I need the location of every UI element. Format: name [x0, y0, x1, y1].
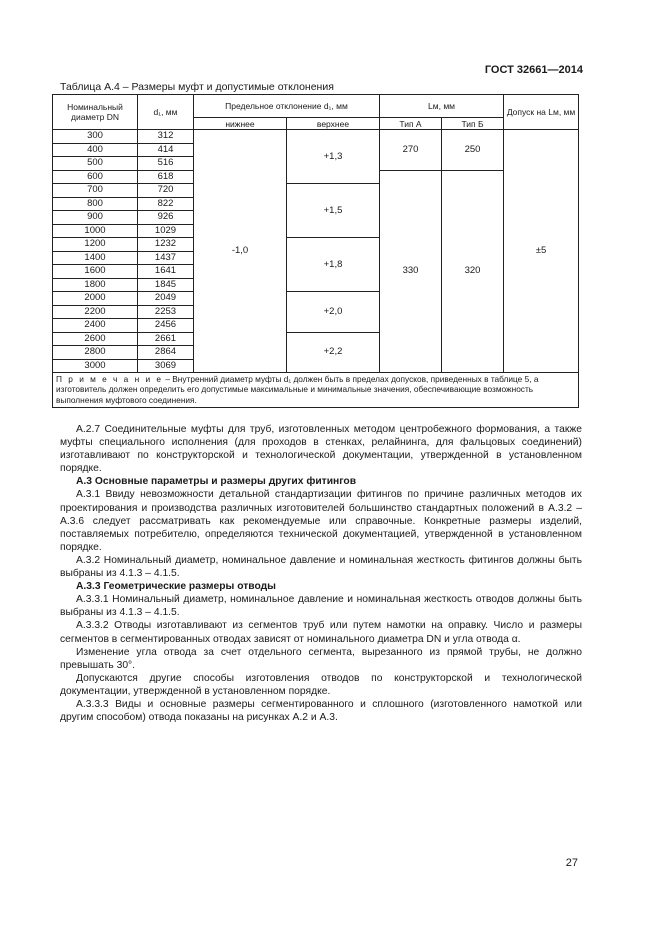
- header-d1: d₁, мм: [138, 95, 194, 130]
- paragraph: А.3.3.1 Номинальный диаметр, номинальное давление и номинальная жесткость отводов должны быть выбраны из 4.1.3 – 4.1.5.: [60, 594, 582, 619]
- cell-dn: 700: [53, 184, 138, 198]
- paragraph: А.3.3.2 Отводы изготавливают из сегментов труб или путем намотки на оправку. Число и размеры сегментов в сегментированных отводах зависят от номинального диаметра DN и угла отвода α.: [60, 620, 582, 645]
- cell-d1: 926: [138, 211, 194, 225]
- cell-d1: 1232: [138, 238, 194, 252]
- cell-dn: 600: [53, 170, 138, 184]
- header-tolerance: Допуск на Lм, мм: [504, 95, 579, 130]
- cell-dn: 2600: [53, 332, 138, 346]
- cell-dn: 2800: [53, 346, 138, 360]
- cell-d1: 1641: [138, 265, 194, 279]
- cell-dn: 500: [53, 157, 138, 171]
- cell-dn: 800: [53, 197, 138, 211]
- table-note: [53, 373, 579, 408]
- paragraph: А.2.7 Соединительные муфты для труб, изготовленных методом центробежного формования, а также муфты специального исполнения (для проходов в стенках, релайнинга, для фальцовых соединений) изготавливают по конструкторской и технологической документации, утвержденной в установленном порядке.: [60, 424, 582, 475]
- cell-d1: 516: [138, 157, 194, 171]
- cell-dn: 1400: [53, 251, 138, 265]
- cell-lower: -1,0: [194, 130, 287, 373]
- header-lm: Lм, мм: [380, 95, 504, 118]
- cell-upper: +1,8: [287, 238, 380, 292]
- cell-d1: 1845: [138, 278, 194, 292]
- paragraph: Допускаются другие способы изготовления отводов по конструкторской и технологической документации, утвержденной в установленном порядке.: [60, 672, 582, 697]
- header-type-b: Тип Б: [442, 118, 504, 130]
- cell-type-a: 270: [380, 130, 442, 171]
- header-type-a: Тип А: [380, 118, 442, 130]
- cell-upper: +1,3: [287, 130, 380, 184]
- cell-dn: 2400: [53, 319, 138, 333]
- cell-dn: 900: [53, 211, 138, 225]
- cell-upper: +2,0: [287, 292, 380, 333]
- cell-d1: 2049: [138, 292, 194, 306]
- cell-type-a: 330: [380, 170, 442, 373]
- paragraph: А.3.2 Номинальный диаметр, номинальное давление и номинальная жесткость фитингов должны быть выбраны из 4.1.3 – 4.1.5.: [60, 554, 582, 580]
- cell-dn: 3000: [53, 359, 138, 373]
- cell-d1: 414: [138, 143, 194, 157]
- cell-dn: 2000: [53, 292, 138, 306]
- cell-d1: 312: [138, 130, 194, 144]
- note-label: П р и м е ч а н и е: [56, 374, 164, 384]
- cell-upper: +2,2: [287, 332, 380, 373]
- cell-d1: 2661: [138, 332, 194, 346]
- paragraph: А.3.3.3 Виды и основные размеры сегментированного и сплошного (изготовленного намоткой или другим способом) отвода показаны на рисунках А.2 и А.3.: [60, 698, 582, 724]
- cell-d1: 1437: [138, 251, 194, 265]
- header-upper: верхнее: [287, 118, 380, 130]
- cell-type-b: 320: [442, 170, 504, 373]
- cell-dn: 1600: [53, 265, 138, 279]
- cell-d1: 3069: [138, 359, 194, 373]
- cell-tolerance: ±5: [504, 130, 579, 373]
- standard-number: ГОСТ 32661—2014: [484, 64, 583, 76]
- cell-type-b: 250: [442, 130, 504, 171]
- cell-dn: 300: [53, 130, 138, 144]
- header-lower: нижнее: [194, 118, 287, 130]
- section-heading: А.3 Основные параметры и размеры других фитингов: [76, 476, 357, 488]
- paragraph: Изменение угла отвода за счет отдельного сегмента, вырезанного из прямой трубы, не должно превышать 30°.: [60, 646, 582, 671]
- cell-dn: 1200: [53, 238, 138, 252]
- body-text: [60, 423, 582, 724]
- section-heading: А.3.3 Геометрические размеры отводы: [76, 581, 276, 593]
- cell-dn: 2200: [53, 305, 138, 319]
- header-dn: Номинальный диаметр DN: [53, 95, 138, 130]
- cell-d1: 2864: [138, 346, 194, 360]
- page-number: 27: [565, 857, 578, 869]
- paragraph: А.3.1 Ввиду невозможности детальной стандартизации фитингов по причине различных методов их проектирования и производства различных изготовителей большинство стандартных положений в А.3.2 – А.3.6 следует рассматривать как рекомендуемые или справочные. Конкретные размеры изделий, поставляемых потребителю, определяются технической документацией, утвержденной в установленном порядке.: [60, 489, 582, 553]
- cell-d1: 2456: [138, 319, 194, 333]
- cell-dn: 1800: [53, 278, 138, 292]
- cell-d1: 822: [138, 197, 194, 211]
- cell-dn: 400: [53, 143, 138, 157]
- cell-upper: +1,5: [287, 184, 380, 238]
- note-text: – Внутренний диаметр муфты d₁ должен быть в пределах допусков, приведенных в таблице 5, а изготовитель должен определить его допустимые максимальные и минимальные значения, обеспечивающие возможность выполнения муфтового соединения.: [56, 374, 539, 405]
- table-caption: Таблица А.4 – Размеры муфт и допустимые отклонения: [60, 81, 334, 93]
- cell-d1: 1029: [138, 224, 194, 238]
- dimensions-table: [52, 94, 579, 408]
- header-deviation: Предельное отклонение d₁, мм: [194, 95, 380, 118]
- cell-d1: 2253: [138, 305, 194, 319]
- cell-d1: 618: [138, 170, 194, 184]
- cell-dn: 1000: [53, 224, 138, 238]
- cell-d1: 720: [138, 184, 194, 198]
